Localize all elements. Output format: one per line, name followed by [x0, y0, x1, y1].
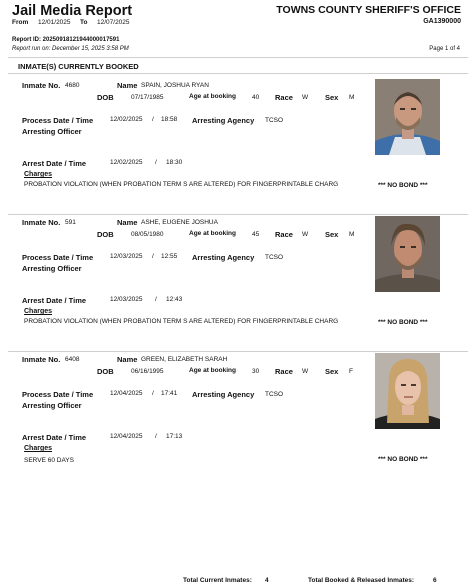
officer-label: Arresting Officer	[22, 264, 82, 273]
inmate-no: 6408	[65, 356, 80, 363]
process-label: Process Date / Time	[22, 390, 94, 399]
inmate-no-label: Inmate No.	[22, 81, 61, 90]
agency-label: Arresting Agency	[192, 253, 255, 262]
sex-label: Sex	[325, 367, 339, 376]
slash: /	[155, 296, 157, 303]
inmate-record	[0, 353, 474, 490]
current-inmates-label: Total Current Inmates:	[183, 577, 252, 584]
officer-label: Arresting Officer	[22, 127, 82, 136]
charges-heading: Charges	[24, 308, 53, 315]
bond-status: *** NO BOND ***	[378, 456, 428, 463]
slash: /	[152, 390, 154, 397]
inmate-name: ASHE, EUGENE JOSHUA	[141, 219, 218, 226]
dob-label: DOB	[97, 93, 114, 102]
age-value: 40	[252, 94, 260, 101]
age-value: 30	[252, 368, 260, 375]
inmate-no: 4680	[65, 82, 80, 89]
section-divider	[8, 73, 468, 74]
arrest-label: Arrest Date / Time	[22, 159, 87, 168]
arrest-date: 12/02/2025	[110, 159, 143, 166]
inmate-name: SPAIN, JOSHUA RYAN	[141, 82, 209, 89]
process-date: 12/03/2025	[110, 253, 143, 260]
agency-value: TCSO	[265, 254, 284, 261]
race-label: Race	[275, 367, 293, 376]
agency-label: Arresting Agency	[192, 116, 255, 125]
dob-label: DOB	[97, 367, 114, 376]
mugshot-photo	[375, 79, 440, 155]
name-label: Name	[117, 218, 138, 227]
charge-text: SERVE 60 DAYS	[24, 457, 74, 464]
run-on: Report run on: December 15, 2025 3:58 PM	[12, 46, 129, 52]
total-inmates-count: 6	[433, 577, 437, 584]
dob-value: 06/16/1995	[131, 368, 164, 375]
record-divider	[8, 351, 468, 352]
process-label: Process Date / Time	[22, 116, 94, 125]
process-time: 17:41	[161, 390, 178, 397]
agency-value: TCSO	[265, 391, 284, 398]
race-value: W	[302, 368, 309, 375]
process-label: Process Date / Time	[22, 253, 94, 262]
name-label: Name	[117, 355, 138, 364]
charges-heading: Charges	[24, 445, 53, 452]
dob-value: 08/05/1980	[131, 231, 164, 238]
sex-label: Sex	[325, 93, 339, 102]
report-id: Report ID: 20250918121944000017591	[12, 37, 120, 43]
agency-label: Arresting Agency	[192, 390, 255, 399]
inmate-no-label: Inmate No.	[22, 355, 61, 364]
from-date: 12/01/2025	[38, 19, 71, 26]
age-label: Age at booking	[189, 93, 236, 100]
slash: /	[155, 433, 157, 440]
arrest-date: 12/04/2025	[110, 433, 143, 440]
inmate-name: GREEN, ELIZABETH SARAH	[141, 356, 228, 363]
sex-value: F	[349, 368, 353, 375]
officer-label: Arresting Officer	[22, 401, 82, 410]
race-value: W	[302, 231, 309, 238]
inmate-record	[0, 79, 474, 216]
agency-value: TCSO	[265, 117, 284, 124]
inmate-no-label: Inmate No.	[22, 218, 61, 227]
process-time: 12:55	[161, 253, 178, 260]
charge-text: PROBATION VIOLATION (WHEN PROBATION TERM S ARE ALTERED) FOR FINGERPRINTABLE CHARG	[24, 181, 339, 188]
charges-heading: Charges	[24, 171, 53, 178]
bond-status: *** NO BOND ***	[378, 182, 428, 189]
to-date: 12/07/2025	[97, 19, 130, 26]
inmate-no: 591	[65, 219, 76, 226]
dob-label: DOB	[97, 230, 114, 239]
race-label: Race	[275, 230, 293, 239]
mugshot-photo	[375, 216, 440, 292]
race-label: Race	[275, 93, 293, 102]
arrest-time: 12:43	[166, 296, 183, 303]
process-date: 12/04/2025	[110, 390, 143, 397]
arrest-date: 12/03/2025	[110, 296, 143, 303]
current-inmates-count: 4	[265, 577, 269, 584]
mugshot-photo	[375, 353, 440, 429]
slash: /	[152, 116, 154, 123]
total-inmates-label: Total Booked & Released Inmates:	[308, 577, 415, 584]
arrest-label: Arrest Date / Time	[22, 296, 87, 305]
dob-value: 07/17/1985	[131, 94, 164, 101]
arrest-label: Arrest Date / Time	[22, 433, 87, 442]
section-title: INMATE(S) CURRENTLY BOOKED	[18, 62, 139, 71]
race-value: W	[302, 94, 309, 101]
slash: /	[155, 159, 157, 166]
report-title: Jail Media Report	[12, 3, 133, 19]
sex-label: Sex	[325, 230, 339, 239]
process-time: 18:58	[161, 116, 178, 123]
ori-number: GA1390000	[423, 18, 461, 25]
page-number: Page 1 of 4	[429, 46, 460, 52]
arrest-time: 17:13	[166, 433, 183, 440]
bond-status: *** NO BOND ***	[378, 319, 428, 326]
process-date: 12/02/2025	[110, 116, 143, 123]
slash: /	[152, 253, 154, 260]
arrest-time: 18:30	[166, 159, 183, 166]
age-label: Age at booking	[189, 367, 236, 374]
inmate-record	[0, 216, 474, 353]
record-divider	[8, 214, 468, 215]
from-label: From	[12, 19, 29, 26]
sex-value: M	[349, 231, 355, 238]
header-divider	[8, 57, 468, 58]
charge-text: PROBATION VIOLATION (WHEN PROBATION TERM S ARE ALTERED) FOR FINGERPRINTABLE CHARG	[24, 318, 339, 325]
to-label: To	[80, 19, 88, 26]
name-label: Name	[117, 81, 138, 90]
office-name: TOWNS COUNTY SHERIFF'S OFFICE	[276, 4, 461, 16]
age-value: 45	[252, 231, 260, 238]
sex-value: M	[349, 94, 355, 101]
age-label: Age at booking	[189, 230, 236, 237]
